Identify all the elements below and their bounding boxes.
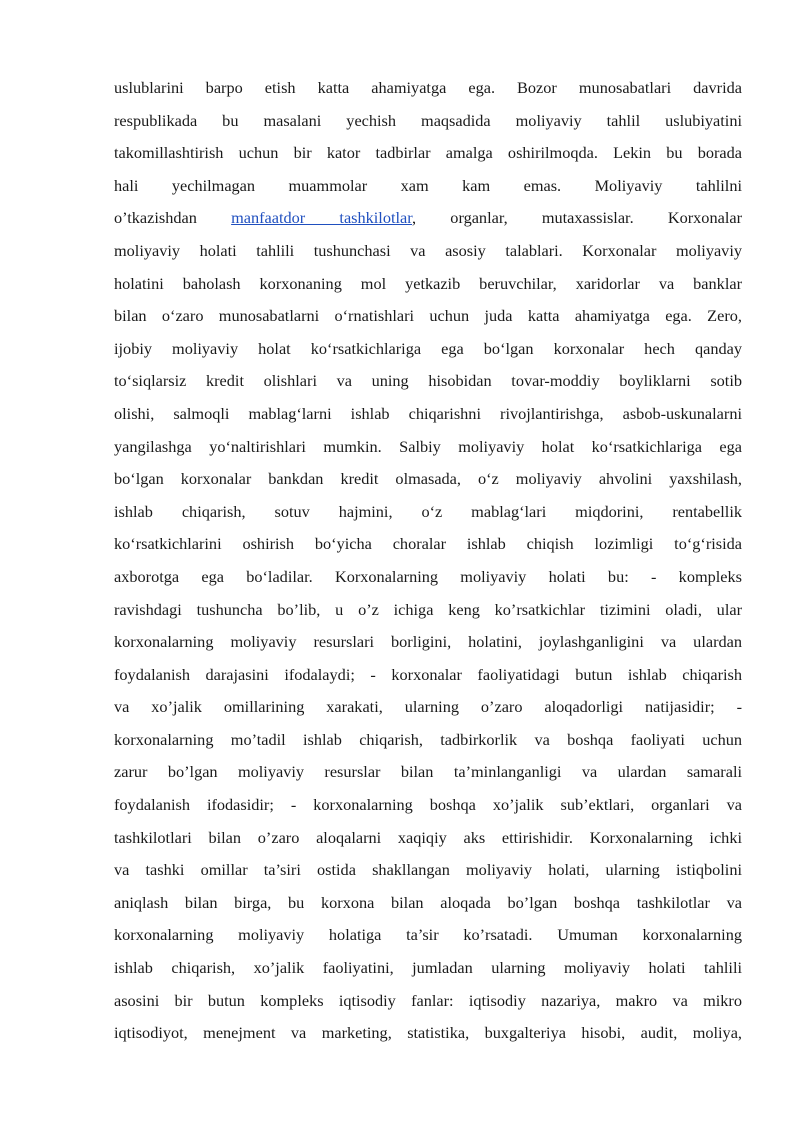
text-line: foydalanish darajasini ifodalaydi; - korxonalar faoliyatidagi butun ishlab chiqarish	[114, 664, 742, 684]
text-line-with-link	[114, 202, 742, 235]
text-line: uslublarini barpo etish katta ahamiyatga ega. Bozor munosabatlari davrida	[114, 78, 742, 97]
document-body	[114, 72, 742, 1050]
text-line: ko‘rsatkichlarini oshirish bo‘yicha choralar ishlab chiqish lozimligi to‘g‘risida	[114, 534, 742, 554]
text-line: ishlab chiqarish, sotuv hajmini, o‘z mablag‘lari miqdorini, rentabellik	[114, 501, 742, 521]
text-line: iqtisodiyot, menejment va marketing, statistika, buxgalteriya hisobi, audit, moliya,	[114, 1023, 742, 1043]
text-line: holatini baholash korxonaning mol yetkazib beruvchilar, xaridorlar va banklar	[114, 273, 742, 293]
manfaatdor-tashkilotlar-link[interactable]: manfaatdor tashkilotlar	[231, 208, 413, 228]
text-line: to‘siqlarsiz kredit olishlari va uning hisobidan tovar-moddiy boyliklarni sotib	[114, 371, 742, 391]
text-line: korxonalarning moliyaviy resurslari borligini, holatini, joylashganligini va ulardan	[114, 632, 742, 652]
text-line: yangilashga yo‘naltirishlari mumkin. Salbiy moliyaviy holat ko‘rsatkichlariga ega	[114, 436, 742, 456]
text-line: foydalanish ifodasidir; - korxonalarning boshqa xo’jalik sub’ektlari, organlari va	[114, 795, 742, 815]
text-line: zarur bo’lgan moliyaviy resurslar bilan ta’minlanganligi va ulardan samarali	[114, 762, 742, 782]
text-line: hali yechilmagan muammolar xam kam emas. Moliyaviy tahlilni	[114, 175, 742, 195]
text-line: korxonalarning mo’tadil ishlab chiqarish, tadbirkorlik va boshqa faoliyati uchun	[114, 729, 742, 749]
text-line: takomillashtirish uchun bir kator tadbirlar amalga oshirilmoqda. Lekin bu borada	[114, 143, 742, 163]
text-line: respublikada bu masalani yechish maqsadida moliyaviy tahlil uslubiyatini	[114, 110, 742, 130]
text-line: moliyaviy holati tahlili tushunchasi va asosiy talablari. Korxonalar moliyaviy	[114, 240, 742, 260]
text-line: va xo’jalik omillarining xarakati, ularning o’zaro aloqadorligi natijasidir; -	[114, 697, 742, 717]
text-line: tashkilotlari bilan o’zaro aloqalarni xaqiqiy aks ettirishidir. Korxonalarning ichki	[114, 827, 742, 847]
text-line: bo‘lgan korxonalar bankdan kredit olmasada, o‘z moliyaviy ahvolini yaxshilash,	[114, 469, 742, 489]
text-line: asosini bir butun kompleks iqtisodiy fanlar: iqtisodiy nazariya, makro va mikro	[114, 990, 742, 1010]
text-line: ishlab chiqarish, xo’jalik faoliyatini, jumladan ularning moliyaviy holati tahlili	[114, 958, 742, 978]
text-line: ravishdagi tushuncha bo’lib, u o’z ichiga keng ko’rsatkichlar tizimini oladi, ular	[114, 599, 742, 619]
text-before-link: o’tkazishdan	[114, 208, 232, 228]
text-line: bilan o‘zaro munosabatlarni o‘rnatishlari uchun juda katta ahamiyatga ega. Zero,	[114, 306, 742, 326]
text-line: axborotga ega bo‘ladilar. Korxonalarning moliyaviy holati bu: - kompleks	[114, 566, 742, 586]
text-line: ijobiy moliyaviy holat ko‘rsatkichlariga ega bo‘lgan korxonalar hech qanday	[114, 338, 742, 358]
text-line: korxonalarning moliyaviy holatiga ta’sir ko’rsatadi. Umuman korxonalarning	[114, 925, 742, 945]
text-line: aniqlash bilan birga, bu korxona bilan aloqada bo’lgan boshqa tashkilotlar va	[114, 892, 742, 912]
text-line: olishi, salmoqli mablag‘larni ishlab chiqarishni rivojlantirishga, asbob-uskunalarni	[114, 403, 742, 423]
text-line: va tashki omillar ta’siri ostida shakllangan moliyaviy holati, ularning istiqbolini	[114, 860, 742, 880]
text-after-link: , organlar, mutaxassislar. Korxonalar	[412, 208, 742, 228]
